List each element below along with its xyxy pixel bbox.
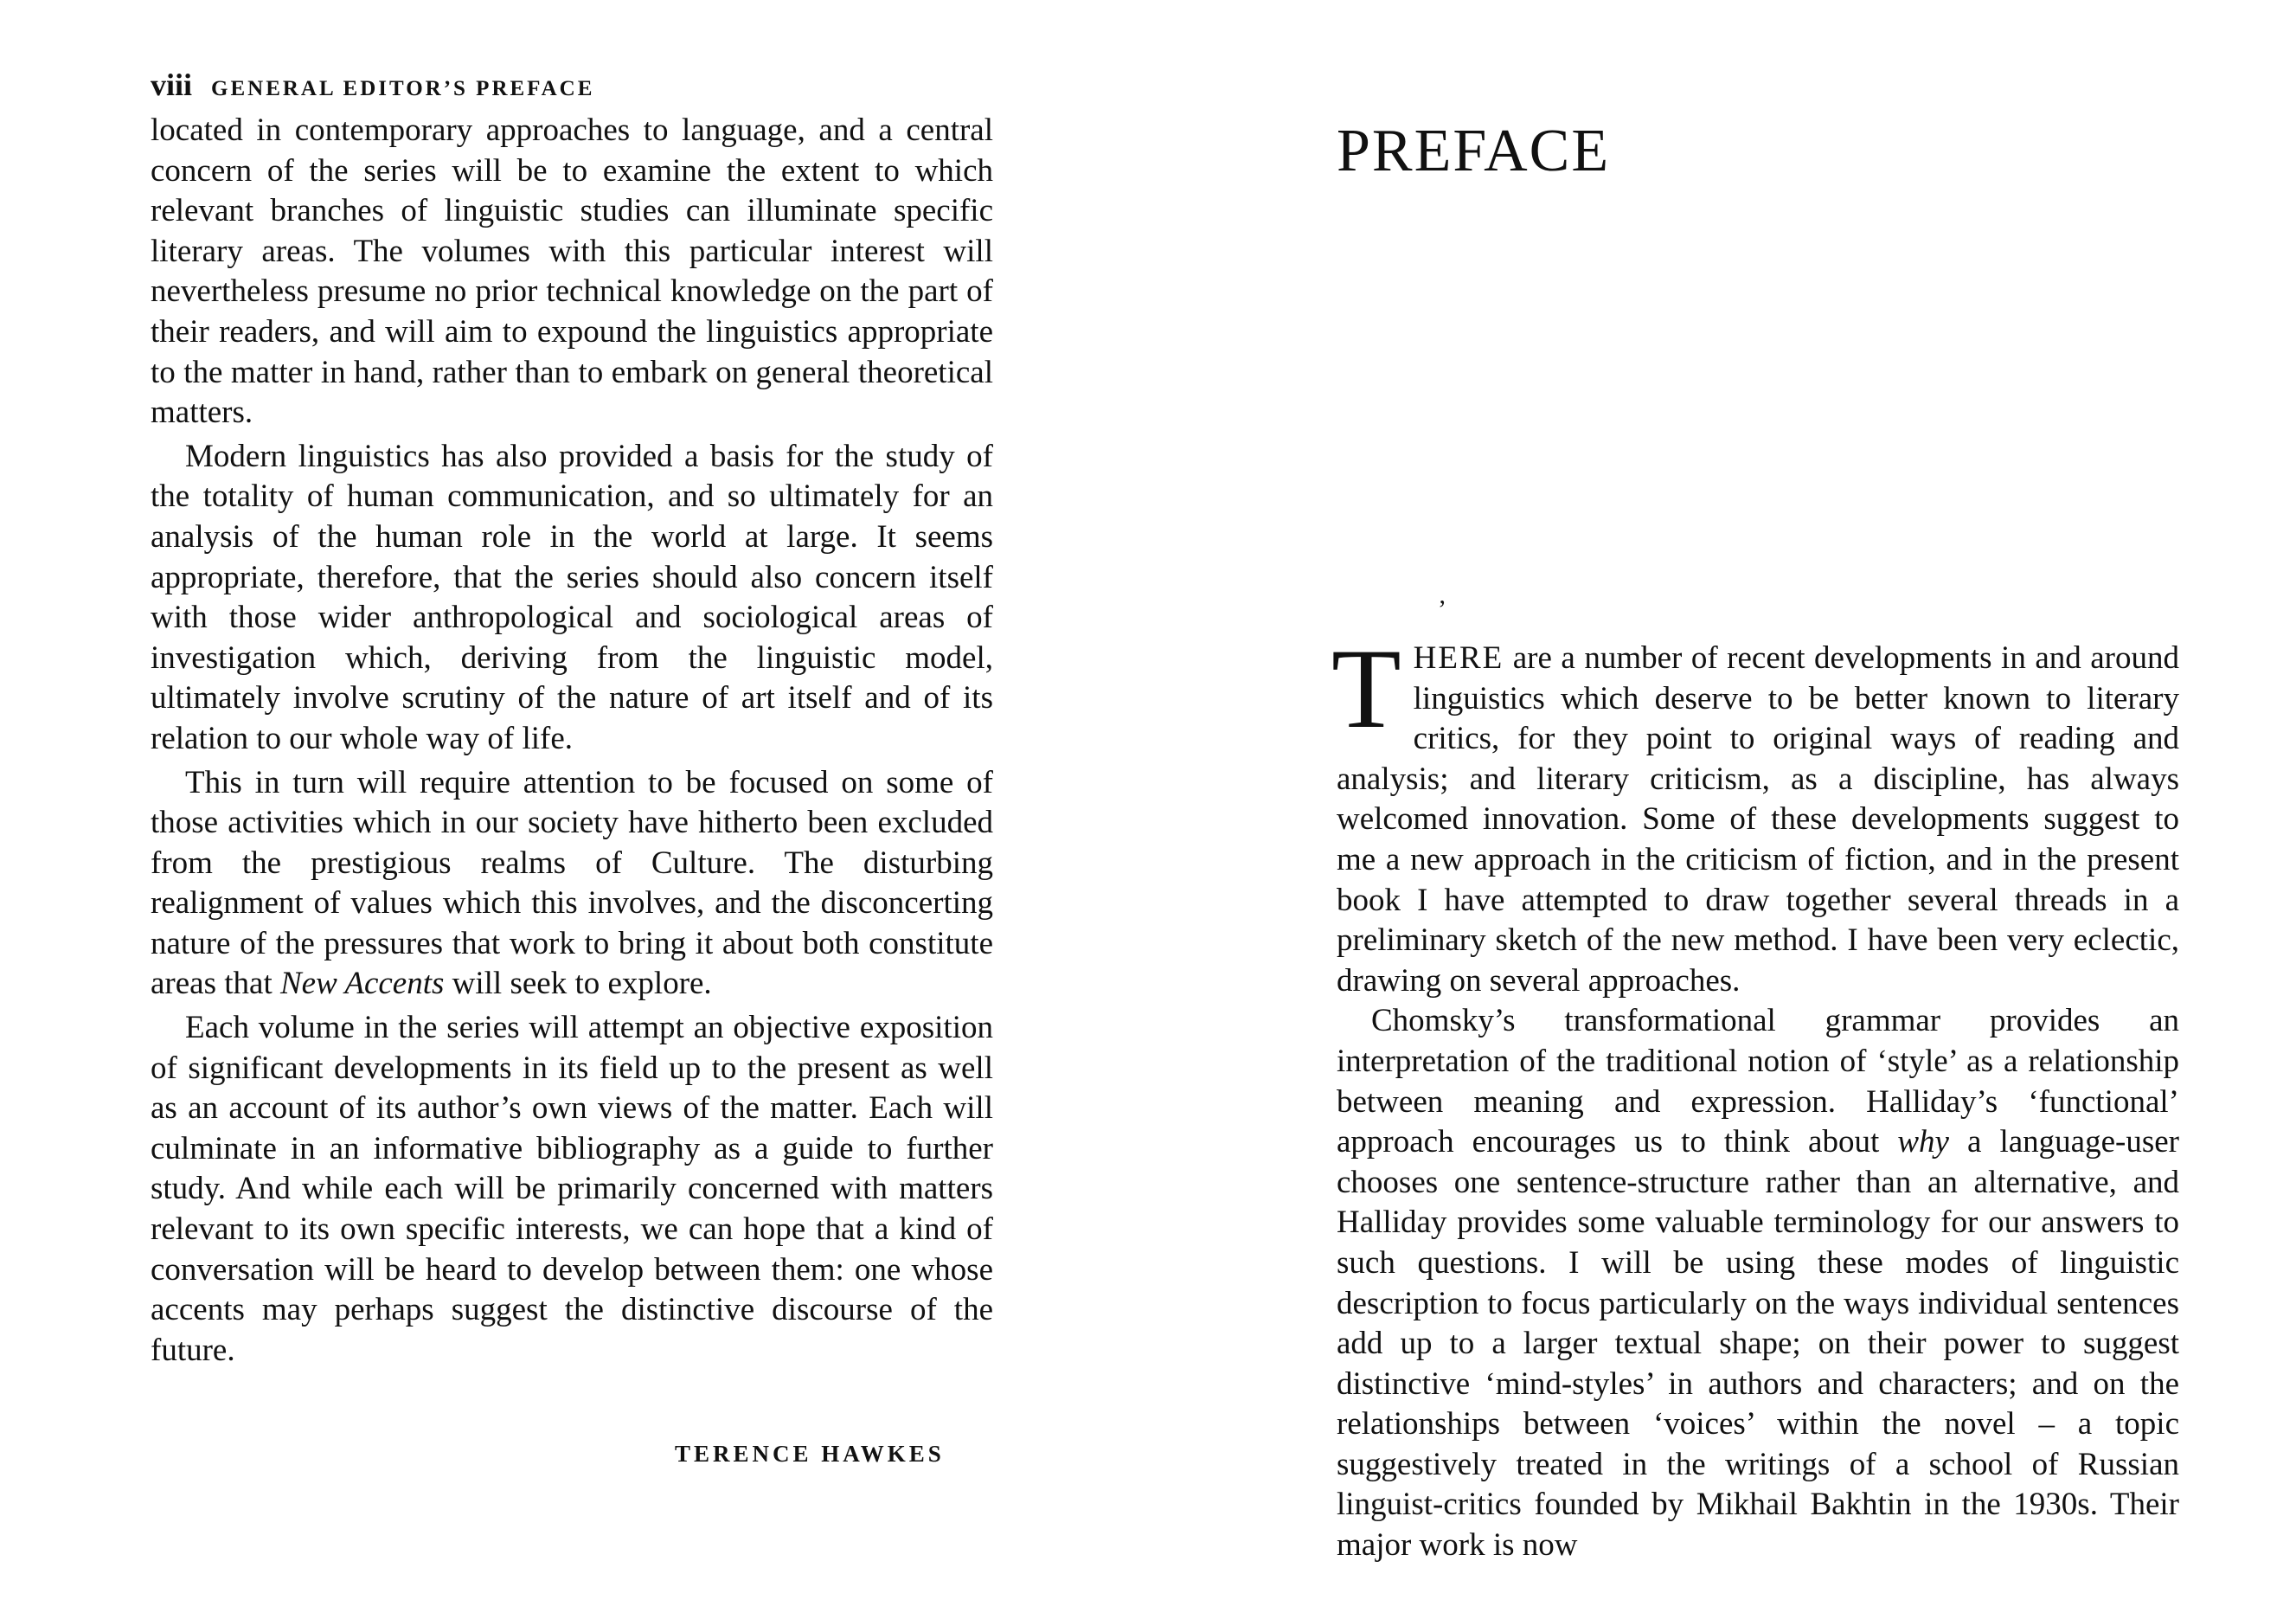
running-head bbox=[151, 69, 594, 100]
editor-signature: TERENCE HAWKES bbox=[675, 1441, 945, 1467]
chapter-title: PREFACE bbox=[1337, 118, 1611, 184]
left-paragraph-2: Modern linguistics has also provided a basis for the study of the totality of human communication, and so ultimately for an analysis of the human role in the world at large. It seems appropriate, therefore, that the series should also concern itself with those wider anthropological and sociological areas of investigation which, deriving from the linguistic model, ultimately involve scrutiny of the nature of art itself and of its relation to our whole way of life. bbox=[151, 438, 993, 756]
right-paragraph-2 bbox=[1337, 1001, 2179, 1565]
right-paragraph-2-text-a: Chomsky’s transformational grammar provides an interpretation of the traditional notion of ‘style’ as a relationship between meaning and expression. Halliday’s ‘functional’ approach encourages us to think about bbox=[1337, 1003, 2179, 1160]
left-paragraph-4: Each volume in the series will attempt an objective exposition of significant developments in its field up to the present as well as an account of its author’s own views of the matter. Each will culminate in an informative bibliography as a guide to further study. And while each will be primarily concerned with matters relevant to its own specific interests, we can hope that a kind of conversation will be heard to develop between them: one whose accents may perhaps suggest the distinctive discourse of the future. bbox=[151, 1010, 993, 1368]
drop-cap: T bbox=[1331, 625, 1401, 752]
left-paragraph-3-text-b: will seek to explore. bbox=[444, 966, 712, 1002]
left-paragraph-3-text-a: This in turn will require attention to be focused on some of those activities which in our society have hitherto been excluded from the prestigious realms of Culture. The disturbing realignment of values which this involves, and the disconcerting nature of the pressures that work to bring it about both constitute areas that bbox=[151, 764, 993, 1002]
running-head-title: GENERAL EDITOR’S PREFACE bbox=[211, 77, 595, 100]
stray-print-mark: ʼ bbox=[1438, 595, 1446, 624]
left-paragraph-3 bbox=[151, 763, 993, 1005]
right-body-text bbox=[1331, 625, 2179, 1566]
right-paragraph-1 bbox=[1331, 625, 2179, 1001]
right-paragraph-2-text-b: a language-user chooses one sentence-structure rather than an alternative, and Halliday provides some valuable terminology for our answers to such questions. I will be using these modes of linguistic description to focus particularly on the ways individual sentences add up to a larger textual shape; on their power to suggest distinctive ‘mind-styles’ in authors and characters; and on the relationships between ‘voices’ within the novel – a topic suggestively treated in the writings of a school of Russian linguist-critics founded by Mikhail Bakhtin in the 1930s. Their major work is now bbox=[1337, 1124, 2179, 1564]
right-paragraph-1-text: are a number of recent developments in and around linguistics which deserve to be better known to literary critics, for they point to original ways of reading and analysis; and literary criticism, as a discipline, has always welcomed innovation. Some of these developments suggest to me a new approach in the criticism of fiction, and in the present book I have attempted to draw together several threads in a preliminary sketch of the new method. I have been very eclectic, drawing on several approaches. bbox=[1337, 640, 2179, 999]
left-body-text bbox=[151, 111, 993, 1371]
left-paragraph-1: located in contemporary approaches to language, and a central concern of the series will be to examine the extent to which relevant branches of linguistic studies can illuminate specific literary areas. The volumes with this particular interest will nevertheless presume no prior technical knowledge on the part of their readers, and will aim to expound the linguistics appropriate to the matter in hand, rather than to embark on general theoretical matters. bbox=[151, 112, 993, 431]
emphasis-italic: why bbox=[1897, 1124, 1949, 1160]
right-page bbox=[1148, 0, 2296, 1619]
opening-smallcaps: HERE bbox=[1413, 640, 1504, 676]
series-title-italic: New Accents bbox=[279, 966, 445, 1002]
page-number: viii bbox=[151, 67, 193, 102]
